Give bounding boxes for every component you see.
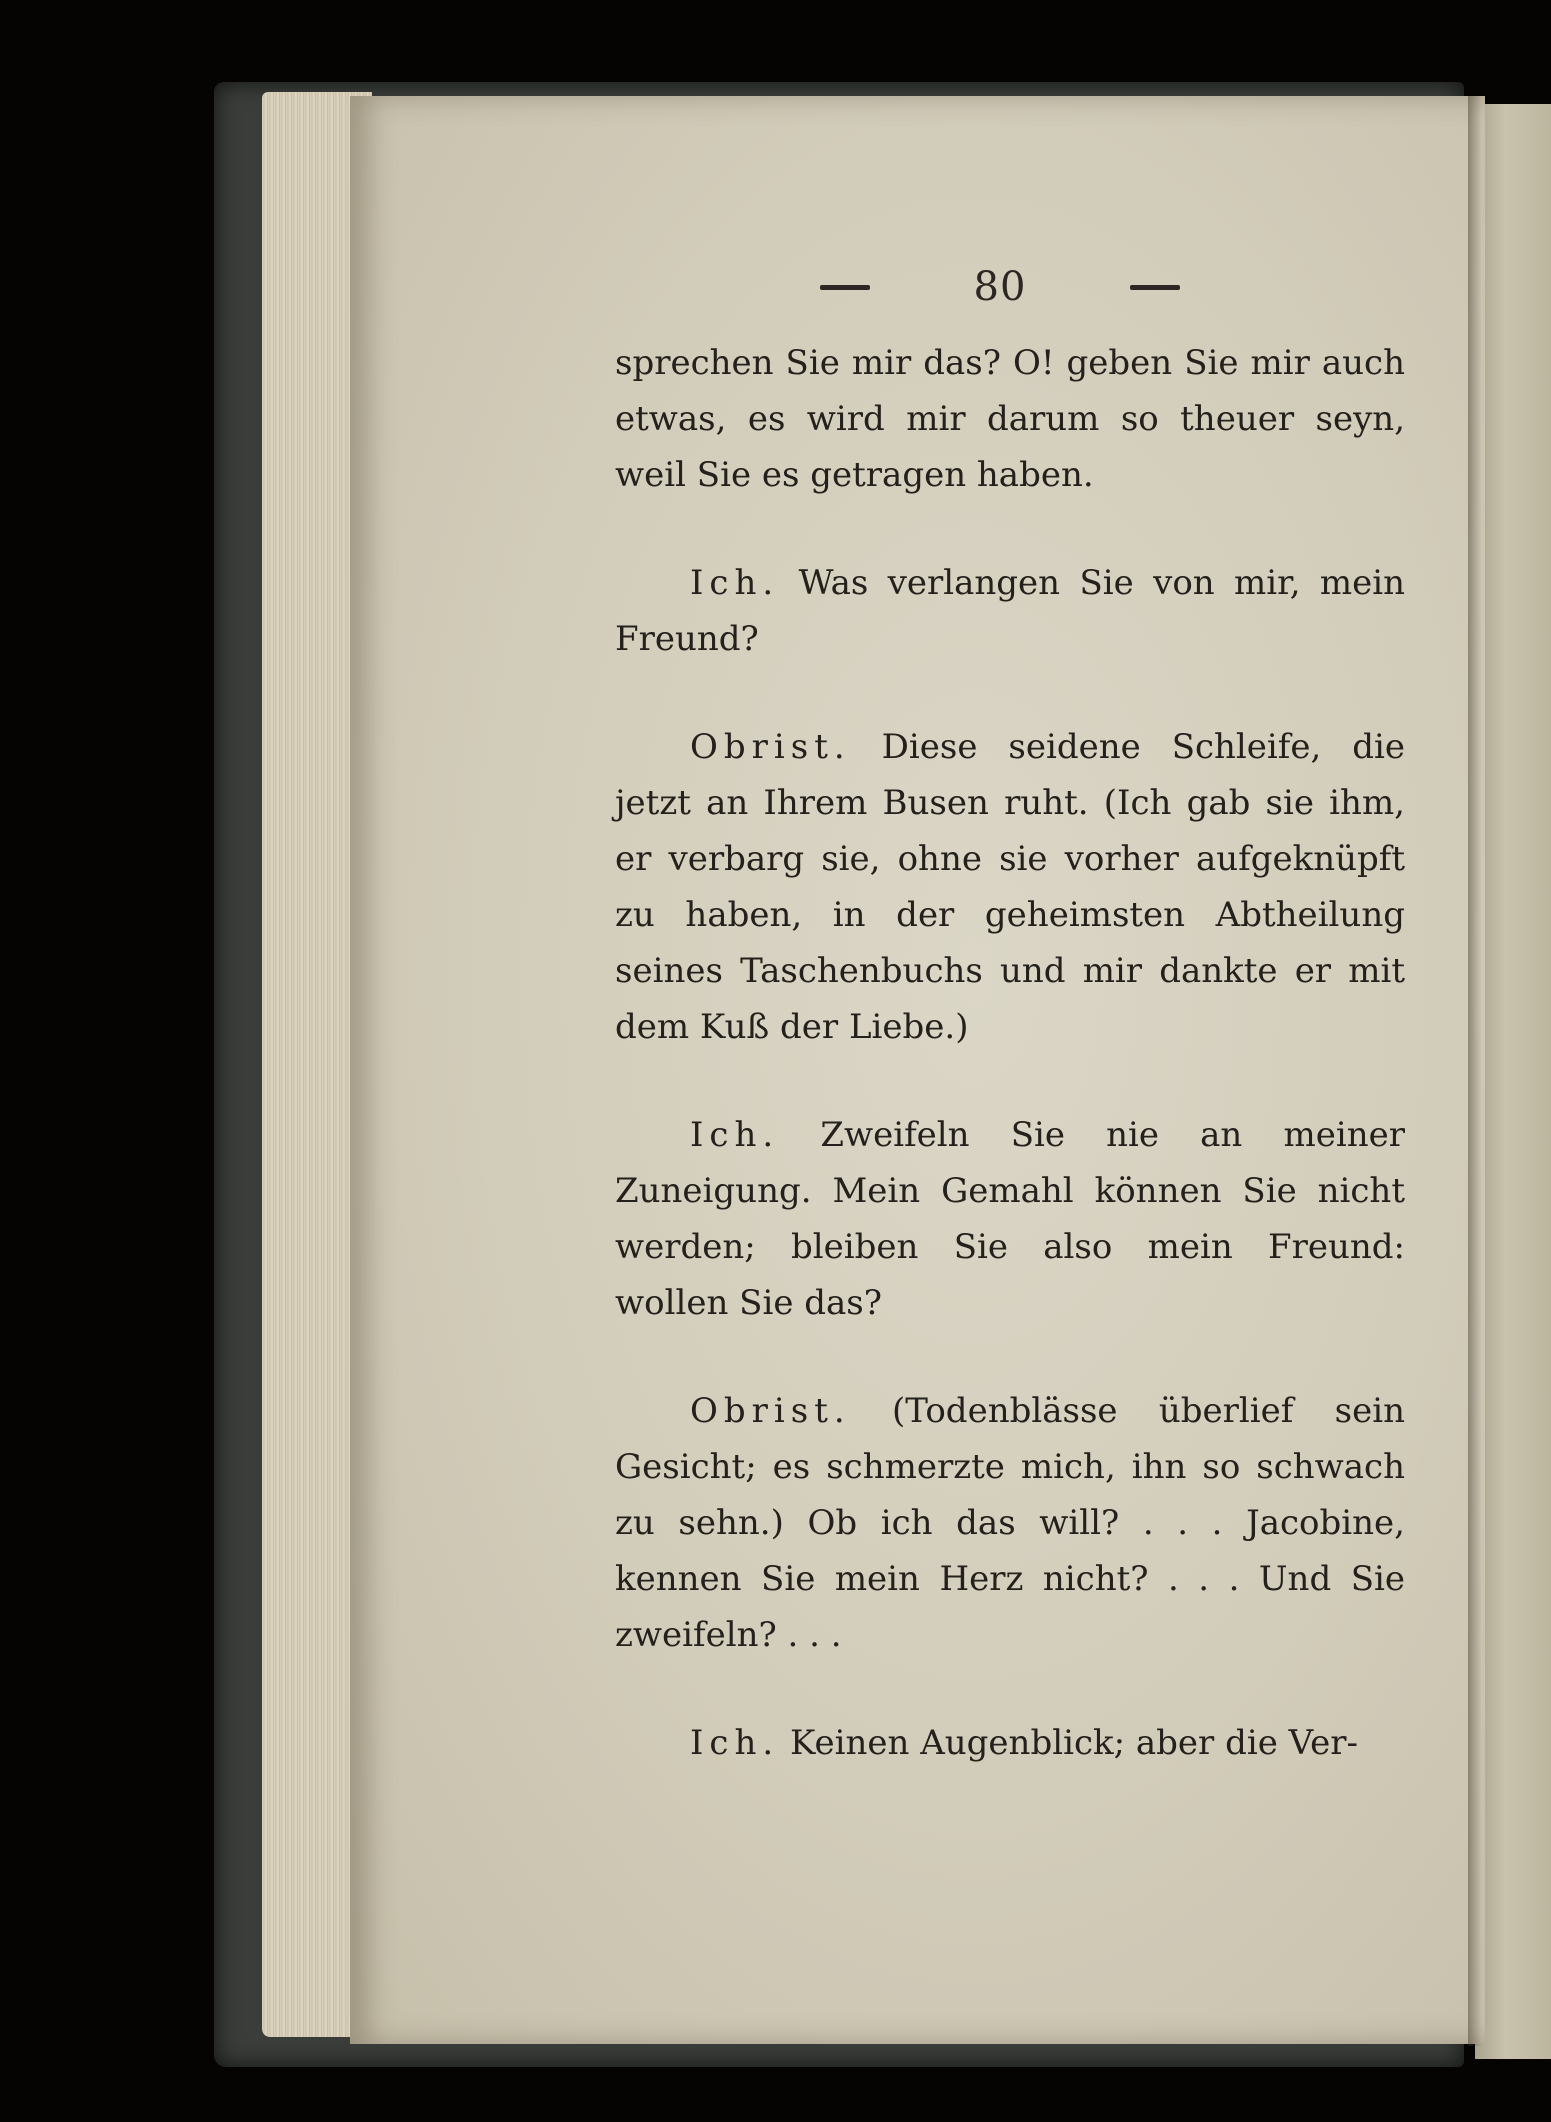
speaker-label: Obrist. — [690, 1391, 851, 1431]
next-page-edge — [1475, 104, 1551, 2059]
speaker-label: Ich. — [690, 1115, 780, 1155]
header-dash-right — [1130, 285, 1180, 290]
paragraph-text: (Todenblässe überlief sein Gesicht; es schmerzte mich, ihn so schwach zu sehn.) Ob ich das will? . . . Jacobine, kennen Sie mein Herz nicht? . . . Und Sie zweifeln? . . . — [615, 1391, 1406, 1655]
paragraph — [615, 1715, 1405, 1771]
paragraph — [615, 335, 1405, 503]
page-number: 80 — [973, 264, 1027, 310]
speaker-label: Ich. — [690, 1723, 780, 1763]
paragraph — [615, 1107, 1405, 1331]
paragraph — [615, 1383, 1405, 1663]
paragraph — [615, 719, 1405, 1055]
paragraph-text: Keinen Augenblick; aber die Ver- — [790, 1723, 1358, 1763]
header-dash-left — [820, 285, 870, 290]
paragraph-text: Diese seidene Schleife, die jetzt an Ihrem Busen ruht. (Ich gab sie ihm, er verbarg sie, ohne sie vorher aufgeknüpft zu haben, in der geheimsten Abtheilung seines Taschenbuchs und mir dankte er mit dem Kuß der Liebe.) — [615, 727, 1406, 1047]
page-header — [820, 262, 1180, 312]
speaker-label: Ich. — [690, 563, 780, 603]
page-text — [615, 335, 1405, 1823]
paragraph-text: sprechen Sie mir das? O! geben Sie mir auch etwas, es wird mir darum so theuer seyn, weil Sie es getragen haben. — [615, 343, 1405, 495]
paragraph-text: Zweifeln Sie nie an meiner Zuneigung. Mein Gemahl können Sie nicht werden; bleiben Sie also mein Freund: wollen Sie das? — [615, 1115, 1405, 1323]
speaker-label: Obrist. — [690, 727, 851, 767]
paragraph-text: Was verlangen Sie von mir, mein Freund? — [615, 563, 1406, 659]
paragraph — [615, 555, 1405, 667]
page-gutter-shadow — [1468, 96, 1482, 2046]
